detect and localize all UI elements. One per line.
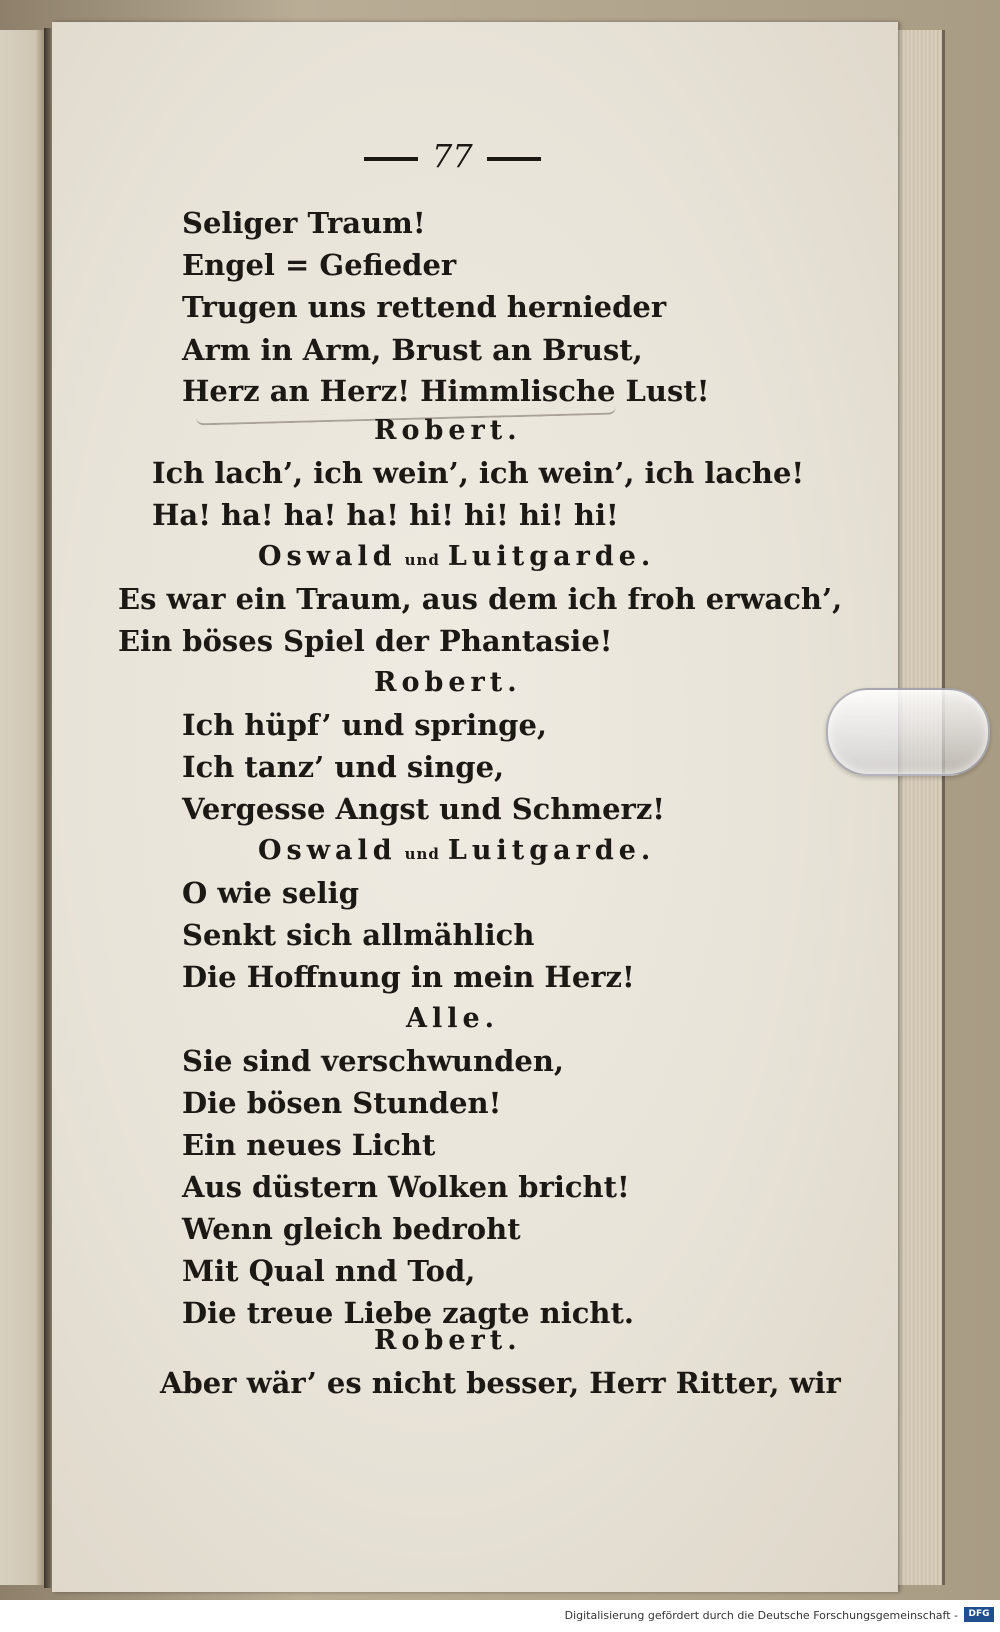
footer-bar: [0, 1600, 1000, 1632]
verse-line: Ein böses Spiel der Phantasie!: [118, 624, 613, 658]
verse-line: Ich lach’, ich wein’, ich wein’, ich lache!: [152, 456, 805, 490]
speaker-name: Oswald: [258, 541, 397, 572]
verse-line: O wie selig: [182, 876, 359, 910]
speaker-name: Luitgarde.: [447, 835, 656, 866]
verse-line: Ein neues Licht: [182, 1128, 436, 1162]
speaker-robert: Robert.: [374, 667, 522, 698]
speaker-robert: Robert.: [374, 415, 522, 446]
verse-line: Wenn gleich bedroht: [182, 1212, 521, 1246]
page-number: [350, 138, 555, 174]
page-number-value: 77: [432, 137, 473, 175]
verse-line: Aus düstern Wolken bricht!: [182, 1170, 630, 1204]
verse-line: Arm in Arm, Brust an Brust,: [182, 333, 643, 367]
verse-line: Trugen uns rettend hernieder: [182, 290, 667, 324]
verse-line: Ich hüpf’ und springe,: [182, 708, 548, 742]
speaker-name: Luitgarde.: [447, 541, 656, 572]
verse-line: Aber wär’ es nicht besser, Herr Ritter, wir: [160, 1366, 841, 1400]
verse-line: Herz an Herz! Himmlische Lust!: [182, 374, 710, 408]
digitization-credit: Digitalisierung gefördert durch die Deutsche Forschungsgemeinschaft -: [564, 1609, 958, 1622]
speaker-robert: Robert.: [374, 1325, 522, 1356]
verse-line: Ha! ha! ha! ha! hi! hi! hi! hi!: [152, 498, 619, 532]
verse-line: Es war ein Traum, aus dem ich froh erwach’,: [118, 582, 843, 616]
speaker-alle: Alle.: [406, 1003, 500, 1034]
speaker-conjunction: und: [404, 845, 440, 863]
verse-line: Seliger Traum!: [182, 206, 426, 240]
page-number-dash-left: [364, 157, 418, 161]
verse-line: Mit Qual nnd Tod,: [182, 1254, 476, 1288]
verse-line: Vergesse Angst und Schmerz!: [182, 792, 666, 826]
verse-line: Ich tanz’ und singe,: [182, 750, 505, 784]
speaker-oswald-luitgarde: [258, 834, 655, 871]
speaker-name: Oswald: [258, 835, 397, 866]
verse-line: Sie sind verschwunden,: [182, 1044, 564, 1078]
verse-line: Die Hoffnung in mein Herz!: [182, 960, 635, 994]
verse-line: Die treue Liebe zagte nicht.: [182, 1296, 634, 1330]
dfg-logo-icon: DFG: [964, 1607, 994, 1622]
verse-line: Engel = Gefieder: [182, 248, 457, 282]
verse-line: Die bösen Stunden!: [182, 1086, 502, 1120]
speaker-oswald-luitgarde: [258, 540, 655, 577]
verse-line: Senkt sich allmählich: [182, 918, 535, 952]
page-number-dash-right: [487, 157, 541, 161]
speaker-conjunction: und: [404, 551, 440, 569]
